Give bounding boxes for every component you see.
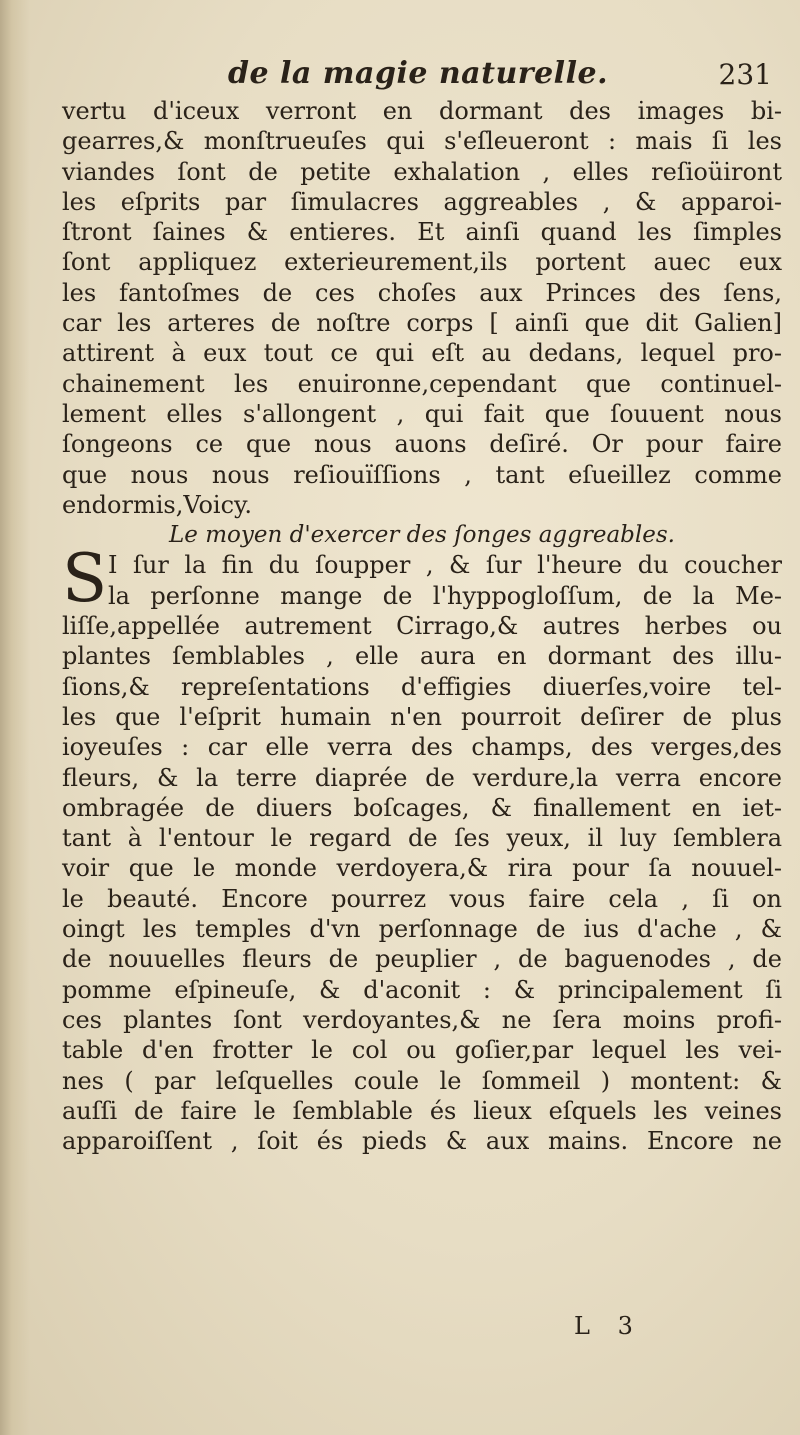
body-text xyxy=(62,96,782,1156)
text-line: les fantoſmes de ces choſes aux Princes des ſens, xyxy=(62,278,782,307)
text-line: car les arteres de noſtre corps [ ainſi que dit Galien] xyxy=(62,309,782,338)
drop-cap: S xyxy=(62,540,108,618)
running-title: de la magie naturelle. xyxy=(228,56,609,91)
page-header xyxy=(60,56,780,96)
text-line: apparoiſſent , ſoit és pieds & aux mains. Encore ne xyxy=(62,1127,782,1156)
section-heading: Le moyen d'exercer des ſonges aggreables. xyxy=(169,522,675,549)
text-line: endormis,Voicy. xyxy=(62,490,253,519)
text-line: que nous nous reſiouïſſions , tant eſueillez comme xyxy=(62,460,782,489)
text-line: chainement les enuironne,cependant que continuel- xyxy=(62,369,782,398)
text-line: liſſe,appellée autrement Cirrago,& autres herbes ou xyxy=(62,612,782,641)
drop-cap-paragraph-start xyxy=(62,540,782,618)
text-line: I ſur la fin du ſoupper , & ſur l'heure du coucher xyxy=(108,551,782,580)
text-line: tant à l'entour le regard de ſes yeux, il luy ſemblera xyxy=(62,824,782,853)
text-line: ces plantes ſont verdoyantes,& ne ſera moins profi- xyxy=(62,1005,782,1034)
text-line: le beauté. Encore pourrez vous faire cela , ſi on xyxy=(62,884,782,913)
text-line: attirent à eux tout ce qui eſt au dedans, lequel pro- xyxy=(62,339,782,368)
text-line: ombragée de diuers boſcages, & finallement en iet- xyxy=(62,793,782,822)
text-line: ſongeons ce que nous auons deſiré. Or pour faire xyxy=(62,430,782,459)
text-line: ioyeuſes : car elle verra des champs, des verges,des xyxy=(62,733,782,762)
text-line: les eſprits par ſimulacres aggreables , & apparoi- xyxy=(62,187,782,216)
text-line: les que l'eſprit humain n'en pourroit deſirer de plus xyxy=(62,702,782,731)
text-line: gearres,& monſtrueuſes qui s'eſleueront : mais ſi les xyxy=(62,127,782,156)
text-line: lement elles s'allongent , qui fait que ſouuent nous xyxy=(62,399,782,428)
text-line: vertu d'iceux verront en dormant des images bi- xyxy=(62,97,782,125)
text-line: plantes ſemblables , elle aura en dormant des illu- xyxy=(62,642,782,671)
text-line: ſont appliquez exterieurement,ils portent auec eux xyxy=(62,248,782,277)
text-line: ſions,& repreſentations d'effigies diuerſes,voire tel- xyxy=(62,672,782,701)
text-line: la perſonne mange de l'hyppogloſſum, de la Me- xyxy=(108,581,782,610)
text-line: fleurs, & la terre diaprée de verdure,la verra encore xyxy=(62,763,782,792)
text-line: table d'en frotter le col ou goſier,par lequel les vei- xyxy=(62,1036,782,1065)
text-line: ſtront ſaines & entieres. Et ainſi quand les ſimples xyxy=(62,218,782,247)
page-gutter-shadow xyxy=(0,0,30,1435)
signature-mark: L 3 xyxy=(574,1312,643,1340)
text-line: viandes ſont de petite exhalation , elles reſioüiront xyxy=(62,157,782,186)
page-number: 231 xyxy=(718,58,772,91)
text-line: oingt les temples d'vn perſonnage de ius d'ache , & xyxy=(62,915,782,944)
text-line: de nouuelles fleurs de peuplier , de baguenodes , de xyxy=(62,945,782,974)
text-line: auſſi de faire le ſemblable és lieux eſquels les veines xyxy=(62,1096,782,1125)
text-line: voir que le monde verdoyera,& rira pour ſa nouuel- xyxy=(62,854,782,883)
text-line: pomme eſpineuſe, & d'aconit : & principalement ſi xyxy=(62,975,782,1004)
text-line: nes ( par leſquelles coule le ſommeil ) montent: & xyxy=(62,1066,782,1095)
